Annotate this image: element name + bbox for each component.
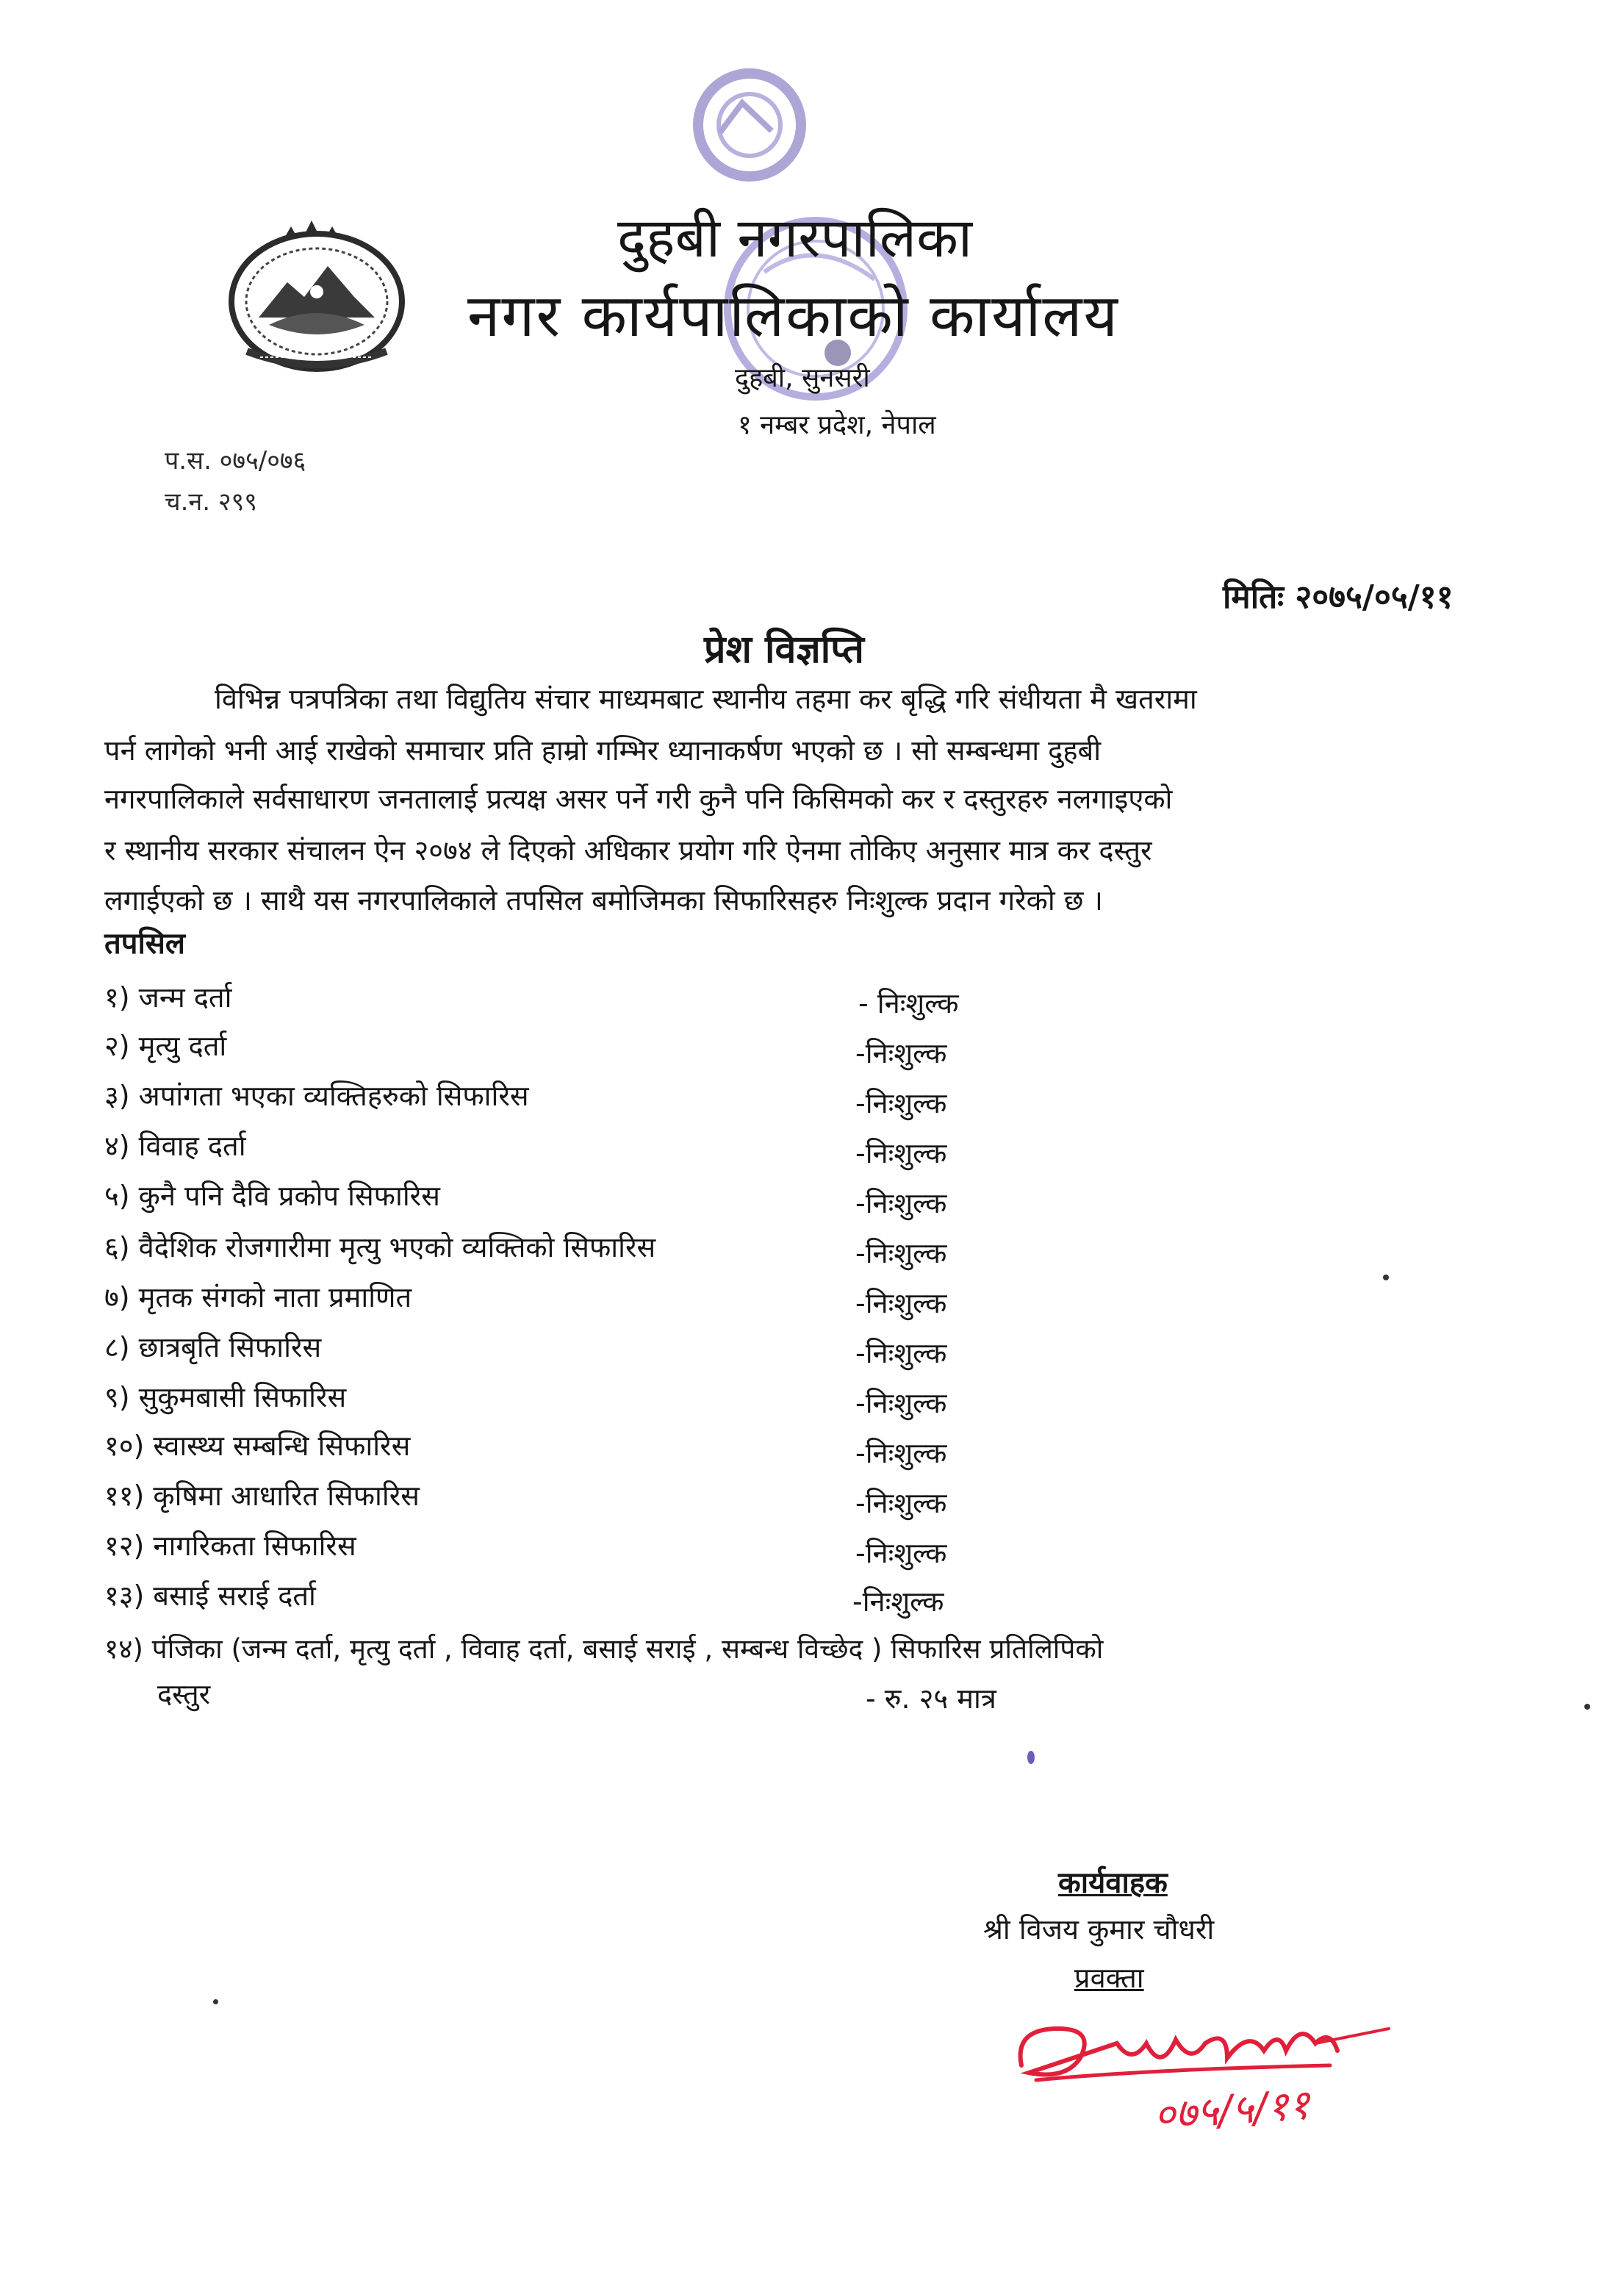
list-item-label: ५) कुनै पनि दैवि प्रकोप सिफारिस [104,1180,440,1212]
list-item-label: १४) पंजिका (जन्म दर्ता, मृत्यु दर्ता , विवाह दर्ता, बसाई सराई , सम्बन्ध विच्छेद ) सिफारिस प्रतिलिपिको [104,1633,1104,1665]
body-line-3: नगरपालिकाले सर्वसाधारण जनतालाई प्रत्यक्ष असर पर्ने गरी कुनै पनि किसिमको कर र दस्तुरहरु नलगाइएको [104,783,1173,815]
list-item-label: ७) मृतक संगको नाता प्रमाणित [104,1281,412,1313]
list-item-label: १३) बसाई सराई दर्ता [104,1580,316,1612]
list-item-continuation: दस्तुर [157,1678,211,1710]
signatory-heading: कार्यवाहक [1058,1866,1168,1900]
list-item-label: १) जन्म दर्ता [104,981,232,1014]
list-item-label: २) मृत्यु दर्ता [104,1030,227,1062]
list-item-fee: -निःशुल्क [855,1237,947,1269]
municipality-name: दुहबी नगरपालिका [617,207,973,270]
list-item-label: ९) सुकुमबासी सिफारिस [104,1381,347,1413]
list-item-fee: -निःशुल्क [855,1437,947,1469]
notice-date: मितिः २०७५/०५/११ [1223,578,1454,616]
list-item-label: ४) विवाह दर्ता [104,1130,246,1162]
office-name: नगर कार्यपालिकाको कार्यालय [467,282,1119,350]
list-item-fee: - रु. २५ मात्र [866,1682,996,1715]
list-item-fee: -निःशुल्क [855,1037,947,1069]
nepal-emblem-icon [218,215,416,376]
scan-speck [1027,1751,1035,1764]
office-address: दुहबी, सुनसरी [735,363,870,393]
list-item-fee: -निःशुल्क [855,1487,947,1519]
body-line-4: र स्थानीय सरकार संचालन ऐन २०७४ ले दिएको अधिकार प्रयोग गरि ऐनमा तोकिए अनुसार मात्र कर दस्तुर [104,834,1152,867]
dispatch-number: च.न. २९९ [165,487,257,517]
province-line: १ नम्बर प्रदेश, नेपाल [738,410,936,440]
scan-speck [1383,1275,1389,1280]
list-item-label: ६) वैदेशिक रोजगारीमा मृत्यु भएको व्यक्तिको सिफारिस [104,1231,656,1263]
body-line-5: लगाईएको छ । साथै यस नगरपालिकाले तपसिल बमोजिमका सिफारिसहरु निःशुल्क प्रदान गरेको छ । [104,884,1103,917]
list-item-fee: - निःशुल्क [858,987,959,1019]
list-item-fee: -निःशुल्क [855,1137,947,1169]
list-item-fee: -निःशुल्क [855,1387,947,1419]
scan-speck [1584,1704,1590,1710]
list-item-fee: -निःशुल्क [855,1287,947,1319]
list-item-fee: -निःशुल्क [855,1087,947,1119]
body-line-2: पर्न लागेको भनी आई राखेको समाचार प्रति हाम्रो गम्भिर ध्यानाकर्षण भएको छ । सो सम्बन्धमा दुहबी [104,734,1102,767]
handwritten-signature-icon [1007,1999,1418,2146]
signatory-designation: प्रवक्ता [1074,1962,1144,1994]
schedule-heading: तपसिल [104,927,186,961]
list-item-label: ३) अपांगता भएका व्यक्तिहरुको सिफारिस [104,1080,529,1112]
scan-speck [213,1999,218,2004]
body-line-1: विभिन्न पत्रपत्रिका तथा विद्युतिय संचार माध्यमबाट स्थानीय तहमा कर बृद्धि गरि संधीयता मै खतरामा [215,683,1197,715]
svg-text:०७५/५/११: ०७५/५/११ [1152,2081,1312,2140]
signatory-name: श्री विजय कुमार चौधरी [983,1913,1215,1946]
list-item-fee: -निःशुल्क [852,1585,944,1618]
page-title: प्रेश विज्ञप्ति [704,628,864,672]
list-item-label: १०) स्वास्थ्य सम्बन्धि सिफारिस [104,1430,411,1462]
list-item-fee: -निःशुल्क [855,1187,947,1219]
list-item-label: १२) नागरिकता सिफारिस [104,1530,356,1562]
list-item-label: ८) छात्रबृति सिफारिस [104,1331,322,1363]
list-item-fee: -निःशुल्क [855,1537,947,1569]
list-item-fee: -निःशुल्क [855,1337,947,1369]
letter-number: प.स. ०७५/०७६ [165,446,306,476]
list-item-label: ११) कृषिमा आधारित सिफारिस [104,1480,420,1512]
